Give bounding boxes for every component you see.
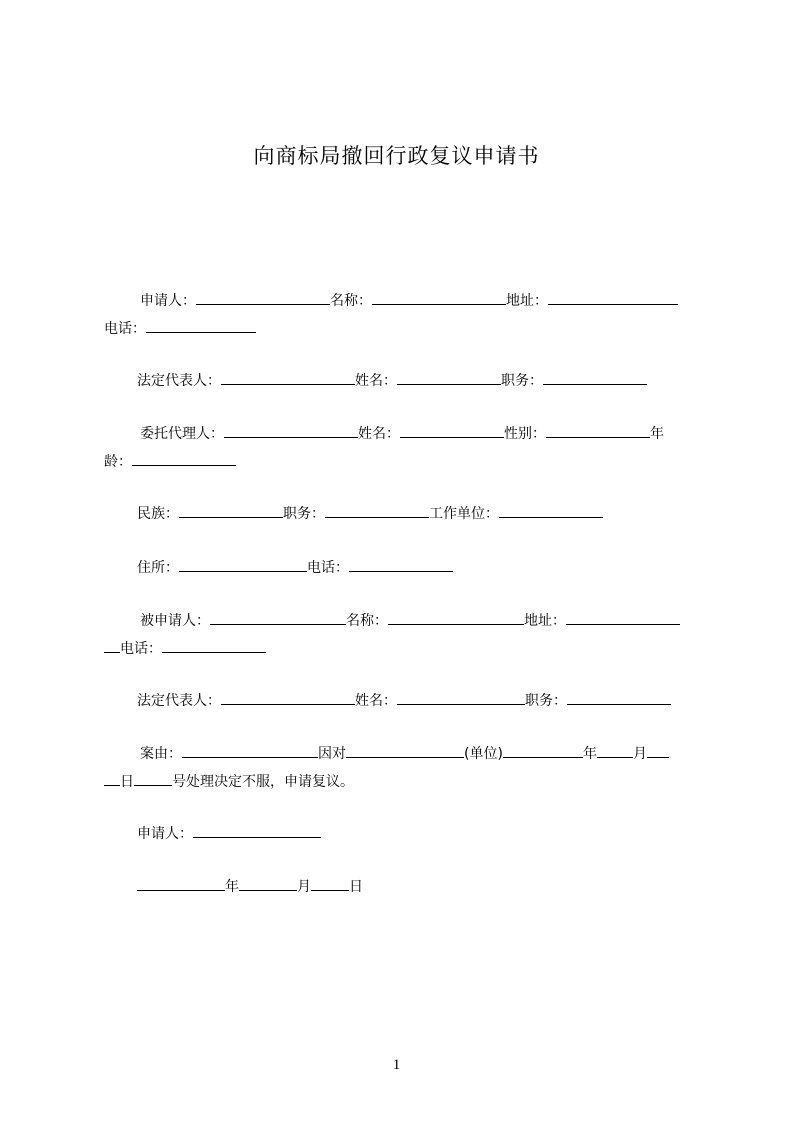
case-label: 案由： xyxy=(140,746,182,762)
case-year-blank xyxy=(503,741,583,758)
case-unit-blank xyxy=(346,741,464,758)
signature-label: 申请人： xyxy=(137,826,193,842)
applicant-legal-rep-label: 法定代表人： xyxy=(137,373,221,389)
applicant-section xyxy=(104,287,704,343)
case-unit-label: (单位) xyxy=(464,746,503,762)
agent-residence-phone-blank xyxy=(349,555,453,572)
respondent-phone-label: 电话： xyxy=(120,641,162,657)
applicant-blank xyxy=(196,288,330,305)
respondent-phone-blank xyxy=(162,636,266,653)
applicant-legal-rep-blank xyxy=(221,368,355,385)
case-blank xyxy=(182,741,318,758)
case-number-blank xyxy=(134,769,172,786)
case-day-blank-continued xyxy=(104,769,120,786)
applicant-name-label: 名称： xyxy=(330,293,372,309)
document-title: 向商标局撤回行政复议申请书 xyxy=(253,144,540,168)
applicant-phone-label: 电话： xyxy=(104,321,146,337)
agent-residence-label: 住所： xyxy=(137,560,179,576)
agent-position-blank xyxy=(325,501,429,518)
applicant-label: 申请人： xyxy=(140,293,196,309)
respondent-address-blank-continued xyxy=(104,636,120,653)
respondent-legal-rep-position-blank xyxy=(567,688,671,705)
respondent-legal-rep-label: 法定代表人： xyxy=(137,693,221,709)
signature-section xyxy=(104,820,704,848)
applicant-legal-rep-position-label: 职务： xyxy=(501,373,543,389)
applicant-legal-rep-position-blank xyxy=(543,368,647,385)
case-day-label: 日 xyxy=(120,774,134,790)
agent-section xyxy=(104,420,704,476)
respondent-address-label: 地址： xyxy=(524,613,566,629)
case-section xyxy=(104,740,704,796)
signature-blank xyxy=(193,821,321,838)
respondent-blank xyxy=(210,608,346,625)
case-month-label: 月 xyxy=(632,746,647,762)
agent-age-label-part2: 龄： xyxy=(104,454,132,470)
agent-residence-blank xyxy=(179,555,307,572)
agent-age-blank xyxy=(132,449,236,466)
applicant-name-blank xyxy=(372,288,506,305)
agent-ethnicity-blank xyxy=(179,501,283,518)
agent-age-label-part1: 年 xyxy=(650,426,664,442)
case-number-label: 号处理决定不服，申请复议。 xyxy=(172,774,354,790)
applicant-address-blank xyxy=(548,288,678,305)
agent-residence-section xyxy=(104,554,704,582)
date-day-blank xyxy=(311,874,349,891)
respondent-label: 被申请人： xyxy=(140,613,210,629)
agent-gender-blank xyxy=(546,421,650,438)
agent-name-label: 姓名： xyxy=(358,426,400,442)
agent-employer-blank xyxy=(499,501,603,518)
date-year-blank xyxy=(137,874,225,891)
date-section xyxy=(104,873,704,901)
respondent-name-label: 名称： xyxy=(346,613,388,629)
agent-residence-phone-label: 电话： xyxy=(307,560,349,576)
case-against-label: 因对 xyxy=(318,746,346,762)
agent-position-label: 职务： xyxy=(283,506,325,522)
case-day-blank xyxy=(647,741,669,758)
applicant-phone-blank xyxy=(146,316,256,333)
respondent-legal-rep-name-blank xyxy=(397,688,525,705)
date-year-label: 年 xyxy=(225,879,239,895)
agent-ethnicity-label: 民族： xyxy=(137,506,179,522)
applicant-address-label: 地址： xyxy=(506,293,548,309)
respondent-address-blank xyxy=(566,608,680,625)
page-number: 1 xyxy=(392,1057,401,1073)
applicant-legal-rep-section xyxy=(104,367,704,395)
applicant-legal-rep-name-blank xyxy=(397,368,501,385)
agent-gender-label: 性别： xyxy=(504,426,546,442)
agent-label: 委托代理人： xyxy=(140,426,224,442)
applicant-legal-rep-name-label: 姓名： xyxy=(355,373,397,389)
respondent-legal-rep-name-label: 姓名： xyxy=(355,693,397,709)
respondent-legal-rep-section xyxy=(104,687,704,715)
date-month-blank xyxy=(239,874,297,891)
respondent-name-blank xyxy=(388,608,524,625)
date-month-label: 月 xyxy=(297,879,311,895)
agent-blank xyxy=(224,421,358,438)
date-day-label: 日 xyxy=(349,879,363,895)
case-year-label: 年 xyxy=(582,746,597,762)
respondent-legal-rep-position-label: 职务： xyxy=(525,693,567,709)
respondent-section xyxy=(104,607,704,663)
agent-details-section xyxy=(104,500,704,528)
case-month-blank xyxy=(597,741,633,758)
respondent-legal-rep-blank xyxy=(221,688,355,705)
agent-name-blank xyxy=(400,421,504,438)
agent-employer-label: 工作单位： xyxy=(429,506,499,522)
